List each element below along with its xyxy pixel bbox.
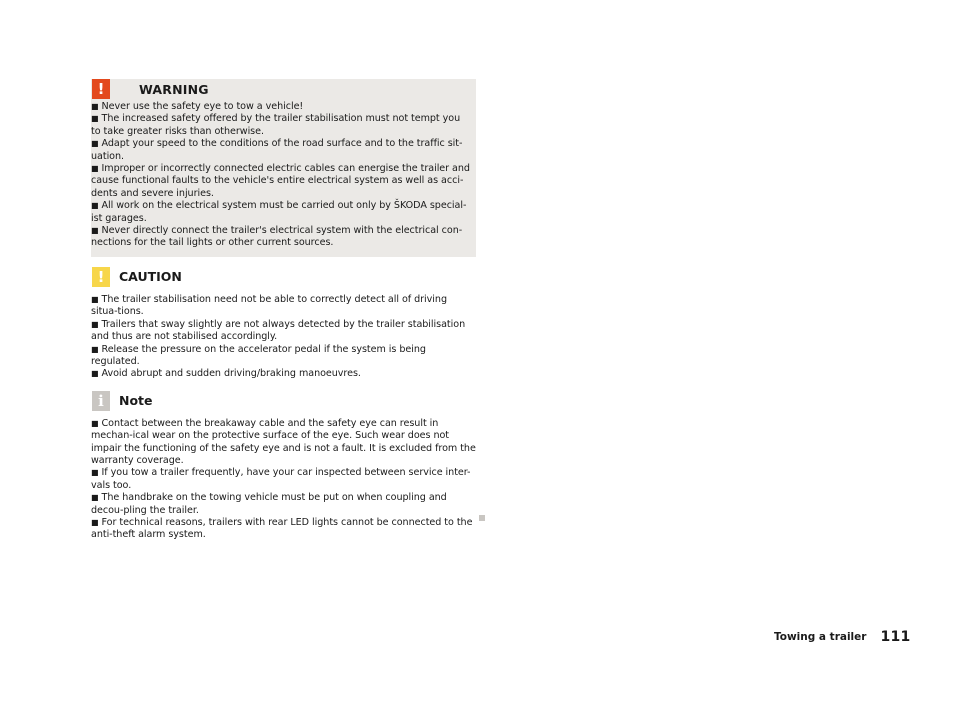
bullet-icon: ■	[91, 226, 99, 236]
warning-list	[91, 99, 476, 250]
list-item: ■ The handbrake on the towing vehicle must be put on when coupling and decou-pling the trailer.	[91, 492, 447, 516]
page-number: 111	[880, 629, 911, 645]
caution-section	[91, 267, 476, 381]
list-item: ■ The trailer stabilisation need not be able to correctly detect all of driving situa-tions.	[91, 293, 447, 318]
bullet-icon: ■	[91, 369, 99, 379]
list-item: ■ The increased safety offered by the trailer stabilisation must not tempt you to take greater risks than otherwise.	[91, 113, 461, 137]
info-icon: i	[92, 391, 110, 411]
bullet-icon: ■	[91, 139, 99, 149]
bullet-icon: ■	[91, 517, 99, 527]
section-end-square-icon	[479, 515, 485, 521]
warning-exclamation-icon: !	[92, 79, 110, 99]
list-item: ■ Contact between the breakaway cable and the safety eye can result in mechan-ical wear on the protective surface of the eye. Such wear does not impair the functioning of the safety eye and is not a fault. It is excluded from the warranty coverage.	[91, 417, 476, 466]
list-item: ■ Adapt your speed to the conditions of the road surface and to the traffic sit-uation.	[91, 138, 463, 162]
list-item: ■ All work on the electrical system must be carried out only by ŠKODA special-ist garages.	[91, 200, 467, 224]
list-item: ■ For technical reasons, trailers with rear LED lights cannot be connected to the anti-theft alarm system.	[91, 516, 473, 541]
warning-box	[91, 79, 476, 257]
caution-exclamation-icon: !	[92, 267, 110, 287]
list-item: ■ If you tow a trailer frequently, have your car inspected between service inter-vals too.	[91, 467, 471, 491]
bullet-icon: ■	[91, 164, 99, 174]
bullet-icon: ■	[91, 418, 99, 428]
bullet-icon: ■	[91, 468, 99, 478]
caution-header	[91, 267, 476, 287]
caution-list	[91, 294, 476, 381]
caution-title: CAUTION	[119, 269, 182, 285]
bullet-icon: ■	[91, 344, 99, 354]
list-item: ■ Never directly connect the trailer's electrical system with the electrical con-nections for the tail lights or other current sources.	[91, 225, 463, 249]
bullet-icon: ■	[91, 493, 99, 503]
bullet-icon: ■	[91, 102, 99, 111]
note-title: Note	[119, 393, 153, 409]
note-header	[91, 391, 476, 411]
list-item: ■ Never use the safety eye to tow a vehicle!	[91, 101, 304, 112]
note-section	[91, 391, 476, 542]
list-item: ■ Release the pressure on the accelerator pedal if the system is being regulated.	[91, 343, 426, 367]
list-item: ■ Trailers that sway slightly are not always detected by the trailer stabilisation and thus are not stabilised accordingly.	[91, 318, 466, 343]
content-column	[91, 79, 476, 542]
bullet-icon: ■	[91, 319, 99, 329]
footer-section-title: Towing a trailer	[774, 631, 867, 643]
page-footer	[774, 629, 911, 645]
list-item: ■ Avoid abrupt and sudden driving/braking manoeuvres.	[91, 368, 361, 380]
list-item: ■ Improper or incorrectly connected electric cables can energise the trailer and cause functional faults to the vehicle's entire electrical system as well as acci-dents and severe injuries.	[91, 163, 470, 199]
bullet-icon: ■	[91, 294, 99, 304]
bullet-icon: ■	[91, 114, 99, 124]
warning-header	[91, 79, 476, 99]
note-list	[91, 418, 476, 542]
warning-title: WARNING	[139, 81, 209, 97]
bullet-icon: ■	[91, 201, 99, 211]
